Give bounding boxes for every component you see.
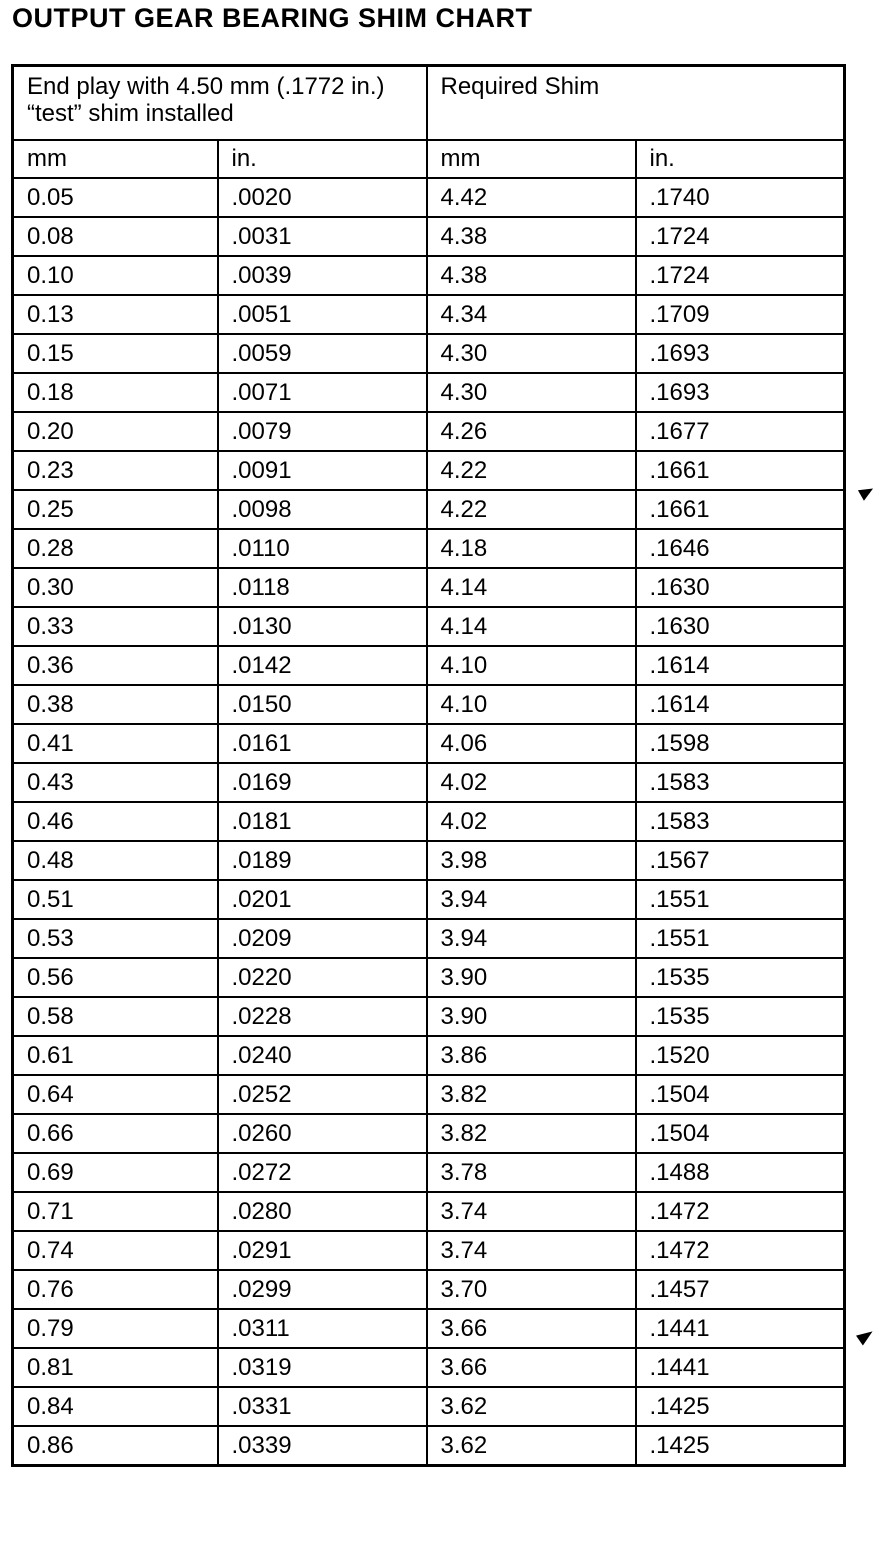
end-play-mm-cell: 0.43	[13, 763, 218, 802]
end-play-mm-cell: 0.30	[13, 568, 218, 607]
table-row	[13, 178, 845, 217]
shim-mm-cell: 4.30	[427, 334, 636, 373]
shim-mm-cell: 3.78	[427, 1153, 636, 1192]
end-play-in-cell: .0150	[218, 685, 427, 724]
end-play-mm-cell: 0.38	[13, 685, 218, 724]
table-row	[13, 685, 845, 724]
end-play-mm-cell: 0.79	[13, 1309, 218, 1348]
shim-in-cell: .1614	[636, 685, 845, 724]
shim-mm-cell: 4.34	[427, 295, 636, 334]
table-row	[13, 724, 845, 763]
unit-header-row	[13, 140, 845, 178]
end-play-in-cell: .0299	[218, 1270, 427, 1309]
table-row	[13, 451, 845, 490]
table-row	[13, 1153, 845, 1192]
shim-in-cell: .1551	[636, 919, 845, 958]
shim-in-cell: .1630	[636, 607, 845, 646]
shim-mm-cell: 4.02	[427, 763, 636, 802]
shim-mm-cell: 4.30	[427, 373, 636, 412]
table-row	[13, 568, 845, 607]
shim-chart-table	[11, 64, 846, 1467]
shim-in-cell: .1724	[636, 256, 845, 295]
shim-mm-cell: 3.62	[427, 1426, 636, 1466]
shim-in-cell: .1709	[636, 295, 845, 334]
table-row	[13, 997, 845, 1036]
shim-in-cell: .1488	[636, 1153, 845, 1192]
shim-in-cell: .1583	[636, 763, 845, 802]
table-row	[13, 841, 845, 880]
end-play-mm-cell: 0.36	[13, 646, 218, 685]
end-play-in-cell: .0291	[218, 1231, 427, 1270]
table-row	[13, 373, 845, 412]
end-play-mm-cell: 0.53	[13, 919, 218, 958]
shim-in-cell: .1661	[636, 490, 845, 529]
table-row	[13, 646, 845, 685]
end-play-mm-cell: 0.86	[13, 1426, 218, 1466]
end-play-in-cell: .0331	[218, 1387, 427, 1426]
required-shim-header: Required Shim	[427, 66, 845, 141]
shim-mm-cell: 3.94	[427, 880, 636, 919]
shim-mm-cell: 3.86	[427, 1036, 636, 1075]
shim-in-cell: .1630	[636, 568, 845, 607]
end-play-mm-cell: 0.46	[13, 802, 218, 841]
table-row	[13, 334, 845, 373]
shim-mm-cell: 3.74	[427, 1231, 636, 1270]
end-play-in-cell: .0209	[218, 919, 427, 958]
shim-in-cell: .1614	[636, 646, 845, 685]
end-play-in-cell: .0189	[218, 841, 427, 880]
shim-mm-cell: 3.62	[427, 1387, 636, 1426]
group-header-row	[13, 66, 845, 141]
shim-in-cell: .1535	[636, 958, 845, 997]
scan-mark	[858, 483, 876, 500]
end-play-mm-cell: 0.51	[13, 880, 218, 919]
table-row	[13, 217, 845, 256]
end-play-in-cell: .0181	[218, 802, 427, 841]
end-play-mm-cell: 0.66	[13, 1114, 218, 1153]
shim-mm-cell: 3.90	[427, 958, 636, 997]
end-play-mm-cell: 0.74	[13, 1231, 218, 1270]
end-play-in-cell: .0071	[218, 373, 427, 412]
end-play-mm-cell: 0.13	[13, 295, 218, 334]
shim-in-cell: .1646	[636, 529, 845, 568]
shim-in-cell: .1583	[636, 802, 845, 841]
shim-in-cell: .1504	[636, 1075, 845, 1114]
shim-mm-cell: 4.06	[427, 724, 636, 763]
table-row	[13, 880, 845, 919]
table-row	[13, 607, 845, 646]
end-play-in-cell: .0272	[218, 1153, 427, 1192]
end-play-in-cell: .0201	[218, 880, 427, 919]
end-play-in-cell: .0311	[218, 1309, 427, 1348]
shim-mm-cell: 3.98	[427, 841, 636, 880]
table-row	[13, 529, 845, 568]
end-play-in-cell: .0031	[218, 217, 427, 256]
end-play-mm-cell: 0.58	[13, 997, 218, 1036]
table-row	[13, 1270, 845, 1309]
end-play-mm-cell: 0.64	[13, 1075, 218, 1114]
shim-mm-cell: 4.10	[427, 685, 636, 724]
table-row	[13, 1426, 845, 1466]
table-row	[13, 295, 845, 334]
shim-mm-cell: 3.82	[427, 1114, 636, 1153]
end-play-mm-cell: 0.48	[13, 841, 218, 880]
end-play-in-cell: .0161	[218, 724, 427, 763]
end-play-in-cell: .0098	[218, 490, 427, 529]
shim-in-cell: .1661	[636, 451, 845, 490]
end-play-mm-cell: 0.76	[13, 1270, 218, 1309]
shim-mm-header: mm	[427, 140, 636, 178]
table-row	[13, 919, 845, 958]
shim-in-cell: .1677	[636, 412, 845, 451]
table-row	[13, 1387, 845, 1426]
table-row	[13, 1309, 845, 1348]
end-play-in-cell: .0039	[218, 256, 427, 295]
shim-in-cell: .1504	[636, 1114, 845, 1153]
shim-mm-cell: 4.10	[427, 646, 636, 685]
shim-mm-cell: 3.94	[427, 919, 636, 958]
shim-in-cell: .1724	[636, 217, 845, 256]
shim-mm-cell: 4.14	[427, 607, 636, 646]
end-play-mm-cell: 0.33	[13, 607, 218, 646]
shim-in-cell: .1457	[636, 1270, 845, 1309]
end-play-mm-cell: 0.08	[13, 217, 218, 256]
shim-mm-cell: 4.42	[427, 178, 636, 217]
end-play-mm-header: mm	[13, 140, 218, 178]
end-play-in-cell: .0319	[218, 1348, 427, 1387]
shim-in-cell: .1425	[636, 1426, 845, 1466]
end-play-mm-cell: 0.05	[13, 178, 218, 217]
shim-in-cell: .1598	[636, 724, 845, 763]
table-row	[13, 802, 845, 841]
table-row	[13, 256, 845, 295]
shim-mm-cell: 3.82	[427, 1075, 636, 1114]
end-play-in-cell: .0228	[218, 997, 427, 1036]
shim-in-cell: .1567	[636, 841, 845, 880]
end-play-in-cell: .0169	[218, 763, 427, 802]
end-play-in-cell: .0051	[218, 295, 427, 334]
page-title: OUTPUT GEAR BEARING SHIM CHART	[12, 3, 533, 33]
shim-in-cell: .1520	[636, 1036, 845, 1075]
shim-in-cell: .1441	[636, 1348, 845, 1387]
shim-in-cell: .1441	[636, 1309, 845, 1348]
shim-mm-cell: 4.14	[427, 568, 636, 607]
end-play-mm-cell: 0.81	[13, 1348, 218, 1387]
end-play-mm-cell: 0.61	[13, 1036, 218, 1075]
shim-in-cell: .1472	[636, 1231, 845, 1270]
shim-mm-cell: 4.18	[427, 529, 636, 568]
shim-in-cell: .1551	[636, 880, 845, 919]
table-row	[13, 958, 845, 997]
shim-mm-cell: 3.70	[427, 1270, 636, 1309]
shim-in-cell: .1535	[636, 997, 845, 1036]
shim-mm-cell: 3.90	[427, 997, 636, 1036]
shim-mm-cell: 4.22	[427, 451, 636, 490]
shim-in-cell: .1740	[636, 178, 845, 217]
table-row	[13, 412, 845, 451]
end-play-in-cell: .0252	[218, 1075, 427, 1114]
end-play-mm-cell: 0.23	[13, 451, 218, 490]
end-play-in-cell: .0059	[218, 334, 427, 373]
table-row	[13, 1075, 845, 1114]
end-play-in-cell: .0220	[218, 958, 427, 997]
shim-mm-cell: 4.02	[427, 802, 636, 841]
shim-chart-body	[13, 66, 845, 1466]
shim-mm-cell: 4.38	[427, 217, 636, 256]
end-play-in-cell: .0130	[218, 607, 427, 646]
end-play-mm-cell: 0.15	[13, 334, 218, 373]
end-play-mm-cell: 0.18	[13, 373, 218, 412]
end-play-in-cell: .0260	[218, 1114, 427, 1153]
end-play-mm-cell: 0.71	[13, 1192, 218, 1231]
shim-mm-cell: 3.66	[427, 1309, 636, 1348]
table-row	[13, 490, 845, 529]
shim-mm-cell: 3.74	[427, 1192, 636, 1231]
end-play-mm-cell: 0.28	[13, 529, 218, 568]
end-play-in-cell: .0339	[218, 1426, 427, 1466]
scan-mark	[856, 1326, 876, 1345]
end-play-mm-cell: 0.41	[13, 724, 218, 763]
shim-mm-cell: 4.22	[427, 490, 636, 529]
end-play-in-cell: .0240	[218, 1036, 427, 1075]
end-play-in-cell: .0091	[218, 451, 427, 490]
shim-mm-cell: 4.26	[427, 412, 636, 451]
end-play-in-cell: .0079	[218, 412, 427, 451]
end-play-in-cell: .0280	[218, 1192, 427, 1231]
shim-in-cell: .1425	[636, 1387, 845, 1426]
end-play-in-cell: .0118	[218, 568, 427, 607]
table-row	[13, 1348, 845, 1387]
table-row	[13, 1192, 845, 1231]
table-row	[13, 763, 845, 802]
end-play-in-cell: .0020	[218, 178, 427, 217]
shim-in-header: in.	[636, 140, 845, 178]
shim-mm-cell: 4.38	[427, 256, 636, 295]
table-row	[13, 1114, 845, 1153]
end-play-mm-cell: 0.20	[13, 412, 218, 451]
shim-in-cell: .1472	[636, 1192, 845, 1231]
shim-mm-cell: 3.66	[427, 1348, 636, 1387]
end-play-in-header: in.	[218, 140, 427, 178]
end-play-mm-cell: 0.25	[13, 490, 218, 529]
shim-in-cell: .1693	[636, 373, 845, 412]
end-play-mm-cell: 0.56	[13, 958, 218, 997]
shim-in-cell: .1693	[636, 334, 845, 373]
end-play-mm-cell: 0.84	[13, 1387, 218, 1426]
end-play-in-cell: .0142	[218, 646, 427, 685]
table-row	[13, 1231, 845, 1270]
end-play-in-cell: .0110	[218, 529, 427, 568]
table-row	[13, 1036, 845, 1075]
end-play-header: End play with 4.50 mm (.1772 in.) “test” shim installed	[13, 66, 427, 141]
end-play-mm-cell: 0.10	[13, 256, 218, 295]
end-play-mm-cell: 0.69	[13, 1153, 218, 1192]
